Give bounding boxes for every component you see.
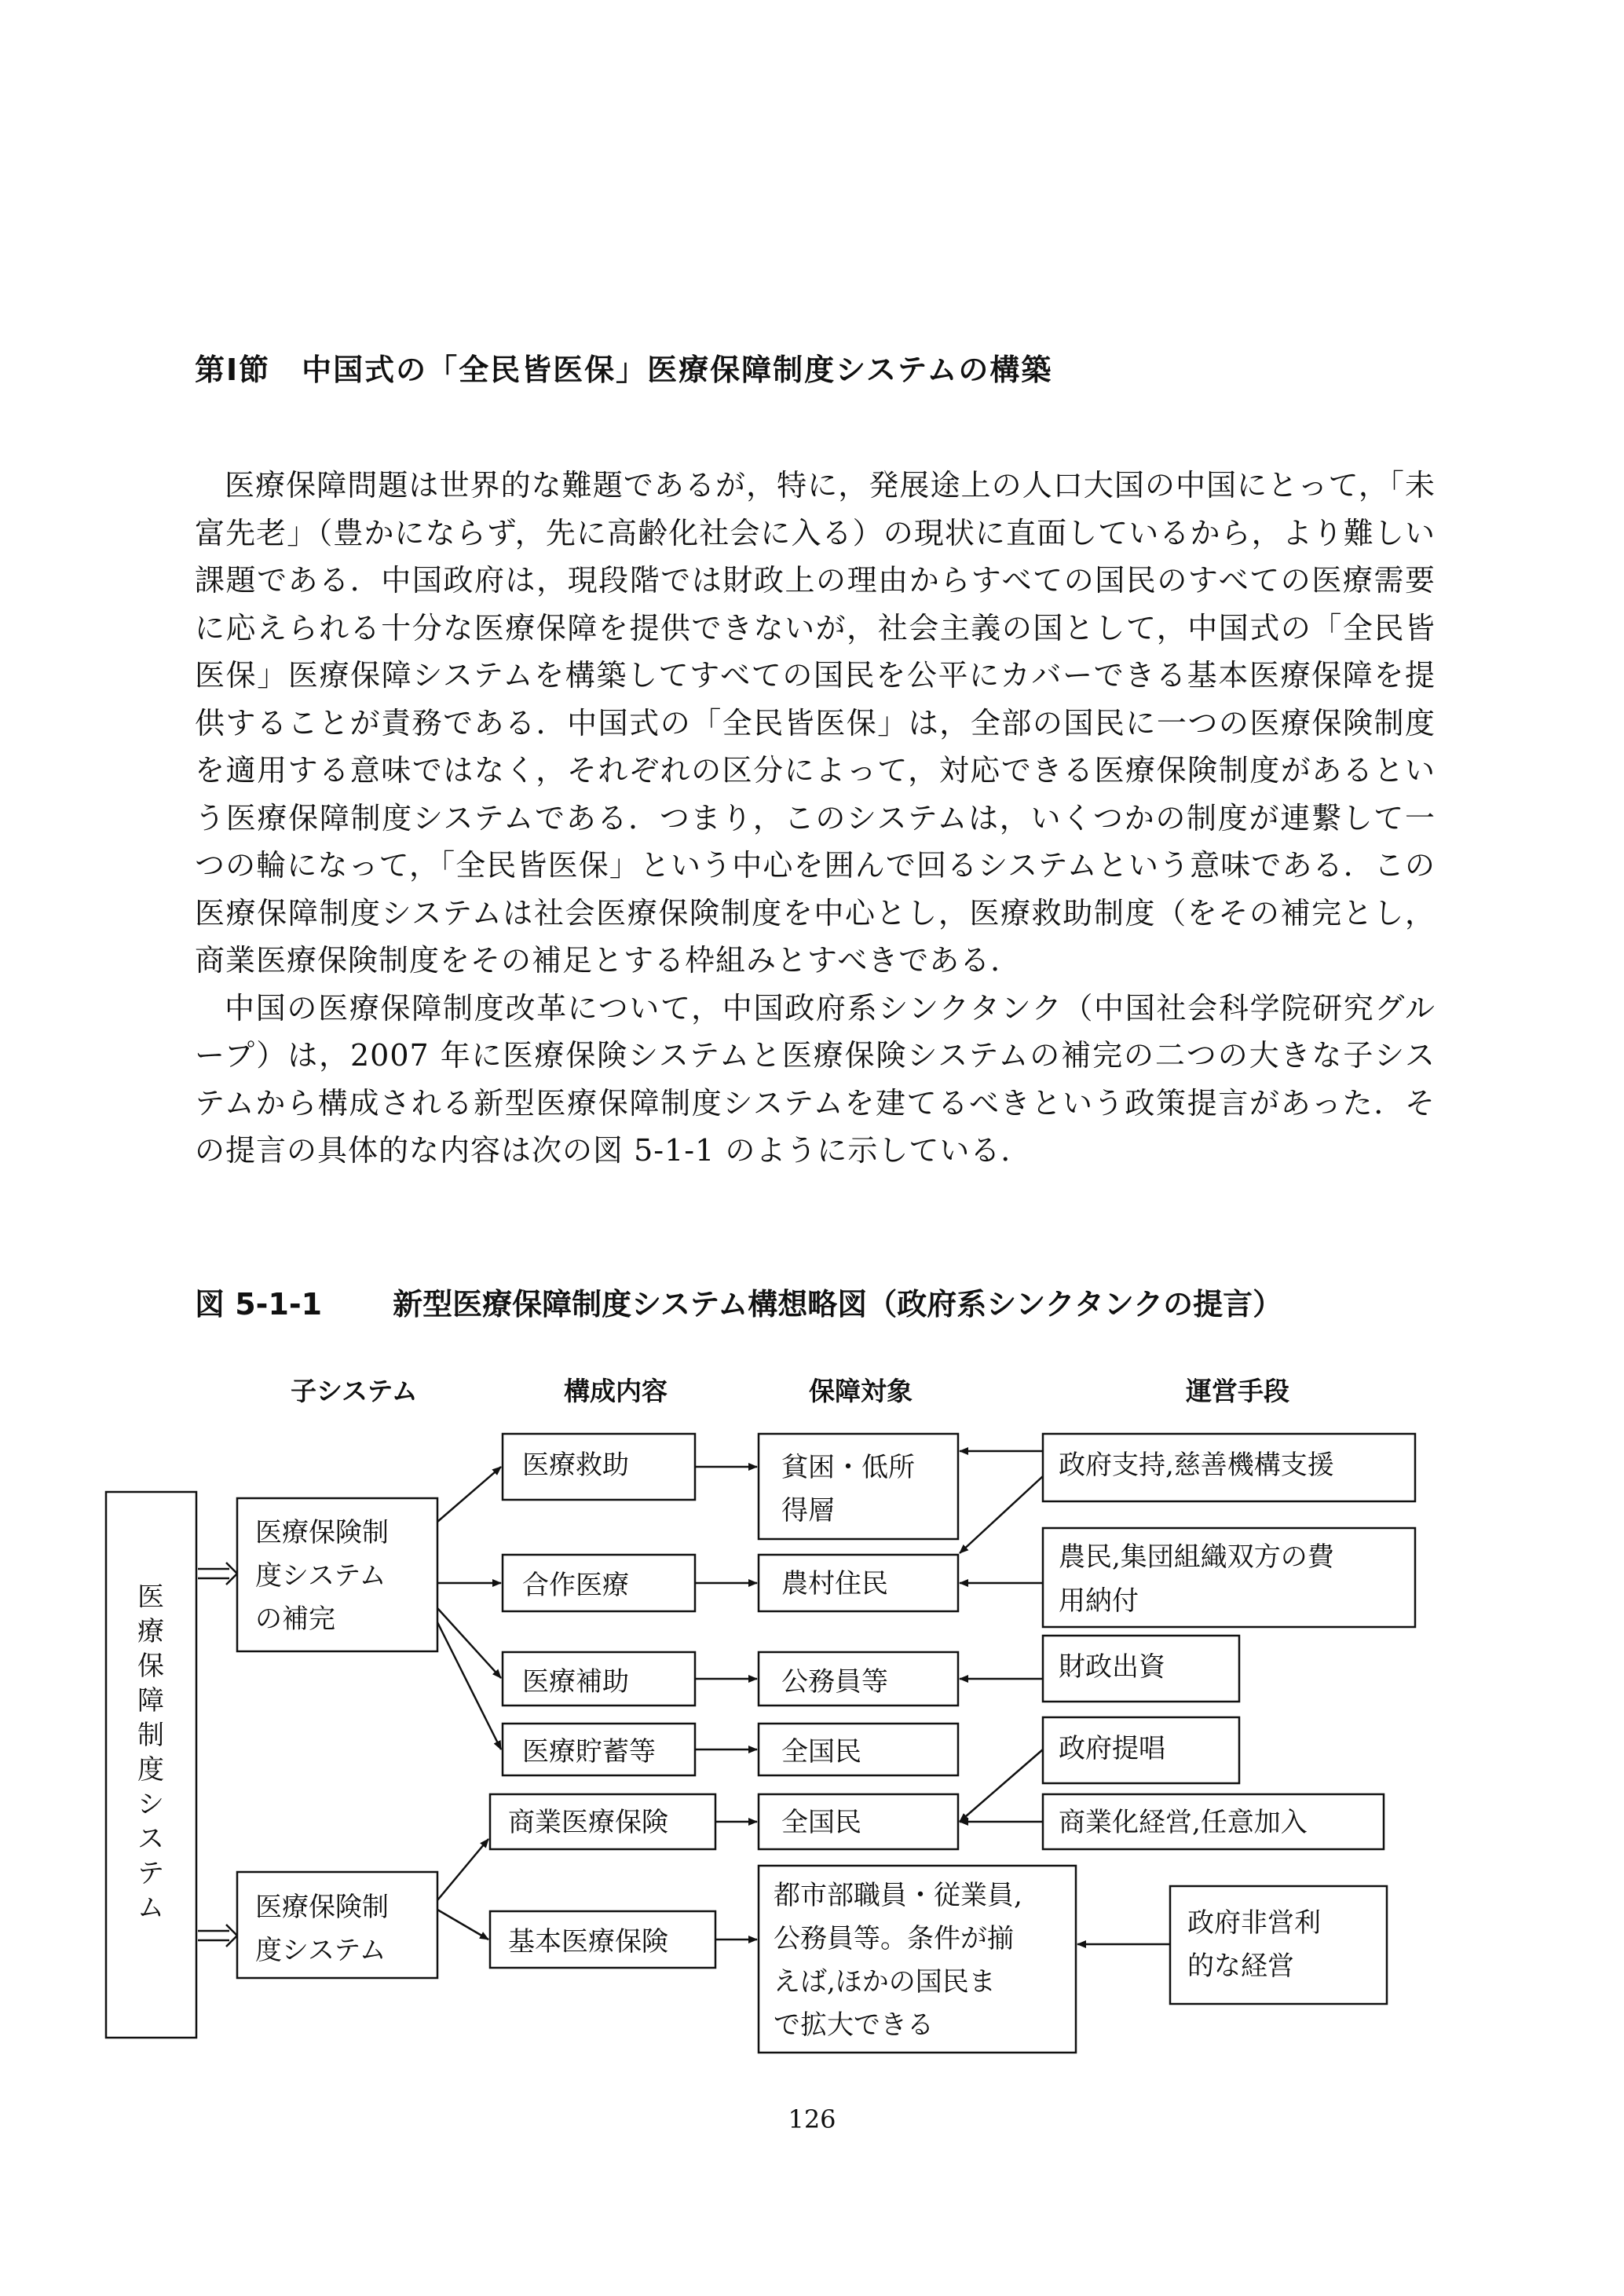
target-box-t2 (759, 1555, 958, 1611)
content-label: 医療救助 (522, 1450, 629, 1481)
subsystem-line: 度システム (255, 1935, 386, 1966)
content-label: 合作医療 (522, 1570, 629, 1601)
target-label: 全国民 (781, 1736, 861, 1768)
subsystem-line: 医療保険制 (255, 1517, 389, 1548)
content-box-c3 (503, 1652, 695, 1706)
management-label: 政府支持,慈善機構支援 (1059, 1450, 1334, 1481)
target-box-t6 (759, 1866, 1076, 2053)
target-label: 全国民 (781, 1807, 861, 1838)
target-line: 貧困・低所 (781, 1452, 915, 1483)
management-line: 的な経営 (1187, 1951, 1294, 1982)
paragraph-1: 医療保障問題は世界的な難題であるが，特に，発展途上の人口大国の中国にとって，「未富先老」（豊かにならず，先に高齢化社会に入る）の現状に直面しているから，より難しい課題である．中国政府は，現段階では財政上の理由からすべての国民のすべての医療需要に応えられる十分な医療保障を提供できないが，社会主義の国として，中国式の「全民皆医保」医療保障システムを構築してすべての国民を公平にカバーできる基本医療保障を提供することが責務である．中国式の「全民皆医保」は，全部の国民に一つの医療保険制度を適用する意味ではなく，それぞれの区分によって，対応できる医療保険制度があるという医療保障制度システムである．つまり，このシステムは，いくつかの制度が連繋して一つの輪になって，「全民皆医保」という中心を囲んで回るシステムという意味である．この医療保障制度システムは社会医療保険制度を中心とし，医療救助制度（をその補完とし，商業医療保険制度をその補足とする枠組みとすべきである． (195, 468, 1436, 978)
target-line: 公務員等。条件が揃 (774, 1923, 1014, 1954)
header-target: 保障対象 (809, 1376, 913, 1406)
system-char: テ (137, 1858, 164, 1889)
content-label: 医療貯蓄等 (522, 1736, 656, 1768)
content-box-c1 (503, 1434, 695, 1500)
target-box-t3 (759, 1652, 958, 1706)
content-box-c2 (503, 1555, 695, 1611)
figure-title: 新型医療保障制度システム構想略図（政府系シンクタンクの提言） (393, 1287, 1283, 1322)
management-label: 政府提唱 (1059, 1733, 1165, 1764)
target-line: えば,ほかの国民ま (774, 1966, 996, 1998)
figure-label: 図 5-1-1 (195, 1287, 323, 1322)
system-char: シ (137, 1789, 164, 1820)
management-line: 用納付 (1059, 1585, 1139, 1617)
management-box-m3 (1043, 1636, 1239, 1702)
target-label: 公務員等 (781, 1666, 888, 1698)
system-char: 療 (137, 1616, 164, 1647)
double-arrow-icon (198, 1925, 237, 1947)
management-label: 財政出資 (1059, 1651, 1165, 1683)
target-line: で拡大できる (774, 2009, 934, 2041)
content-label: 基本医療保険 (508, 1926, 668, 1958)
subsystem-line: 度システム (255, 1560, 386, 1592)
subsystem-line: 医療保険制 (255, 1892, 389, 1923)
content-box-c4 (503, 1724, 695, 1775)
paragraph-2: 中国の医療保障制度改革について，中国政府系シンクタンク（中国社会科学院研究グループ）は，2007 年に医療保険システムと医療保険システムの補完の二つの大きな子システムから構成される新型医療保障制度システムを建てるべきという政策提言があった．その提言の具体的な内容は次の図 5-1-1 のように示している． (195, 990, 1436, 1168)
management-box-m4 (1043, 1717, 1239, 1783)
subsystem-line: の補完 (255, 1603, 335, 1635)
target-box-t4 (759, 1724, 958, 1775)
management-box-m1 (1043, 1434, 1415, 1501)
target-line: 都市部職員・従業員, (774, 1880, 1022, 1911)
content-box-c6 (490, 1911, 715, 1968)
target-box-t1 (759, 1434, 958, 1539)
header-content: 構成内容 (564, 1376, 668, 1406)
content-box-c5 (490, 1794, 715, 1849)
page-number: 126 (788, 2104, 836, 2134)
subsystem-insurance-box (237, 1872, 437, 1978)
target-line: 得層 (781, 1495, 835, 1526)
management-label: 商業化経営,任意加入 (1059, 1807, 1308, 1838)
system-char: 度 (137, 1754, 164, 1786)
management-box-m6 (1170, 1886, 1387, 2004)
content-label: 医療補助 (522, 1666, 629, 1698)
management-box-m5 (1043, 1794, 1384, 1849)
subsystem-complement-box (237, 1498, 437, 1651)
header-subsystem: 子システム (291, 1376, 418, 1406)
content-label: 商業医療保険 (508, 1807, 668, 1838)
system-char: ム (137, 1892, 164, 1924)
system-char: ス (137, 1823, 164, 1855)
system-box (106, 1492, 196, 2038)
system-char: 保 (137, 1651, 164, 1682)
system-char: 制 (137, 1720, 164, 1751)
management-box-m2 (1043, 1528, 1415, 1627)
target-box-t5 (759, 1794, 958, 1849)
management-line: 農民,集団組織双方の費 (1059, 1541, 1334, 1573)
section-title: 第Ⅰ節 中国式の「全民皆医保」医療保障制度システムの構築 (195, 353, 1053, 387)
management-line: 政府非営利 (1187, 1907, 1321, 1939)
double-arrow-icon (198, 1563, 237, 1585)
system-char: 障 (137, 1685, 164, 1717)
header-management: 運営手段 (1186, 1376, 1289, 1406)
target-label: 農村住民 (781, 1568, 888, 1600)
system-char: 医 (137, 1581, 164, 1613)
